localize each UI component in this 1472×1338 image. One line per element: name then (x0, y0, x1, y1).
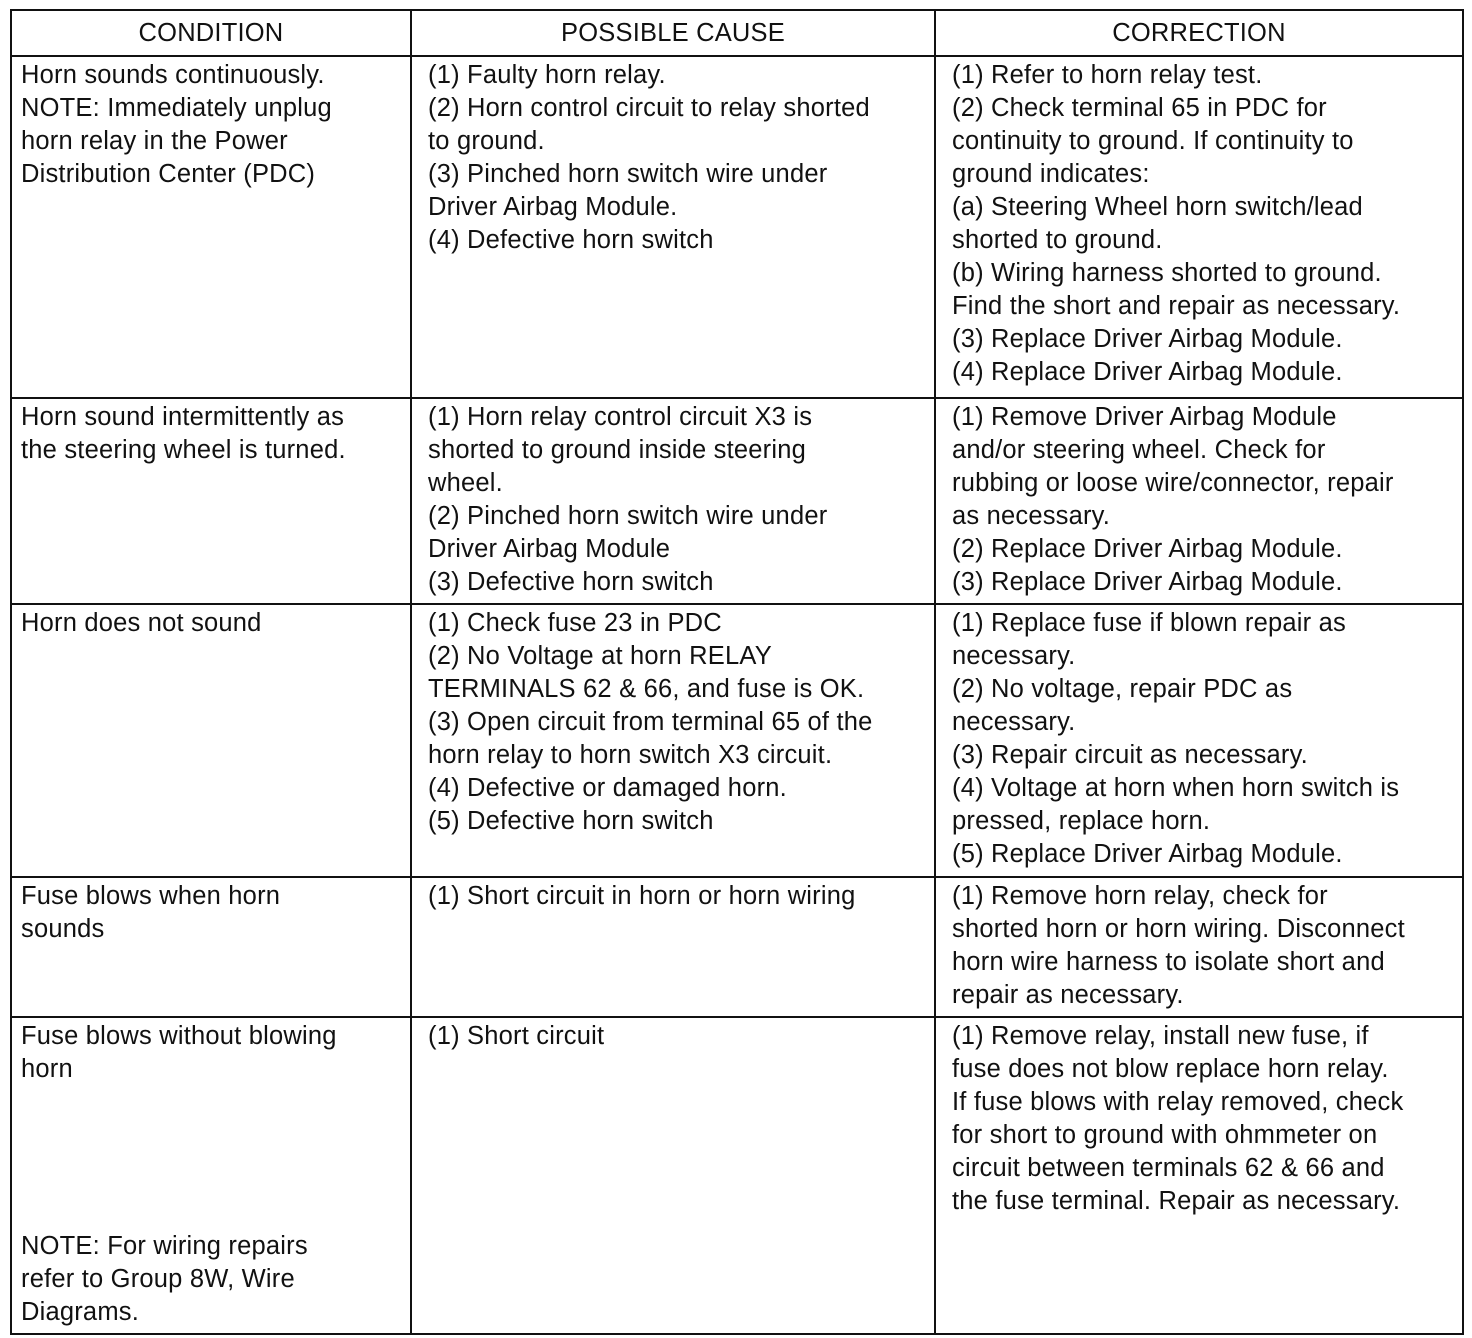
correction-line: Find the short and repair as necessary. (952, 292, 1401, 320)
header-correction: CORRECTION (935, 10, 1463, 56)
correction-line: horn wire harness to isolate short and (952, 948, 1385, 976)
cause-line: (1) Short circuit in horn or horn wiring (428, 882, 856, 910)
correction-line: (1) Remove relay, install new fuse, if (952, 1022, 1369, 1050)
correction-line: (3) Replace Driver Airbag Module. (952, 568, 1343, 596)
cause-line: (5) Defective horn switch (428, 807, 714, 835)
correction-line: (1) Remove horn relay, check for (952, 882, 1328, 910)
correction-cell (935, 604, 1463, 877)
note-line: NOTE: For wiring repairs (21, 1232, 308, 1260)
cause-line: Driver Airbag Module. (428, 193, 678, 221)
condition-line: horn relay in the Power (21, 127, 288, 155)
cause-line: (1) Faulty horn relay. (428, 61, 666, 89)
cause-line: (3) Pinched horn switch wire under (428, 160, 828, 188)
correction-line: (1) Remove Driver Airbag Module (952, 403, 1337, 431)
correction-cell (935, 398, 1463, 604)
correction-line: (4) Replace Driver Airbag Module. (952, 358, 1343, 386)
cause-line: Driver Airbag Module (428, 535, 671, 563)
correction-cell (935, 56, 1463, 398)
cause-cell (411, 56, 935, 398)
condition-cell (11, 877, 411, 1017)
correction-cell (935, 1017, 1463, 1334)
correction-line: (3) Repair circuit as necessary. (952, 741, 1308, 769)
correction-line: continuity to ground. If continuity to (952, 127, 1354, 155)
correction-line: and/or steering wheel. Check for (952, 436, 1326, 464)
cause-line: (1) Check fuse 23 in PDC (428, 609, 722, 637)
table-row (11, 56, 1463, 398)
cause-cell (411, 398, 935, 604)
correction-line: ground indicates: (952, 160, 1150, 188)
correction-line: (1) Replace fuse if blown repair as (952, 609, 1346, 637)
condition-line: Fuse blows without blowing (21, 1022, 337, 1050)
cause-line: (4) Defective horn switch (428, 226, 714, 254)
correction-line: necessary. (952, 708, 1076, 736)
cause-line: wheel. (428, 469, 503, 497)
header-condition: CONDITION (11, 10, 411, 56)
condition-line: sounds (21, 915, 105, 943)
condition-line: Fuse blows when horn (21, 882, 281, 910)
cause-line: TERMINALS 62 & 66, and fuse is OK. (428, 675, 865, 703)
condition-line: Horn sound intermittently as (21, 403, 345, 431)
cause-cell (411, 604, 935, 877)
cause-cell (411, 877, 935, 1017)
table-row (11, 1017, 1463, 1334)
table-row (11, 604, 1463, 877)
cause-line: (3) Open circuit from terminal 65 of the (428, 708, 873, 736)
cause-line: (3) Defective horn switch (428, 568, 714, 596)
correction-line: If fuse blows with relay removed, check (952, 1088, 1404, 1116)
condition-line: Horn sounds continuously. (21, 61, 325, 89)
cause-cell (411, 1017, 935, 1334)
horn-diagnosis-table (10, 9, 1464, 1335)
condition-cell (11, 56, 411, 398)
condition-cell (11, 604, 411, 877)
cause-line: (1) Horn relay control circuit X3 is (428, 403, 813, 431)
condition-line: the steering wheel is turned. (21, 436, 346, 464)
correction-line: circuit between terminals 62 & 66 and (952, 1154, 1385, 1182)
condition-line: Horn does not sound (21, 609, 262, 637)
cause-line: (1) Short circuit (428, 1022, 605, 1050)
condition-cell (11, 1017, 411, 1334)
correction-line: as necessary. (952, 502, 1111, 530)
correction-line: (b) Wiring harness shorted to ground. (952, 259, 1382, 287)
note-line: refer to Group 8W, Wire (21, 1265, 295, 1293)
wiring-note (21, 1230, 404, 1329)
cause-line: (2) Horn control circuit to relay shorted (428, 94, 870, 122)
header-possible-cause: POSSIBLE CAUSE (411, 10, 935, 56)
condition-line: Distribution Center (PDC) (21, 160, 316, 188)
correction-line: necessary. (952, 642, 1076, 670)
correction-line: fuse does not blow replace horn relay. (952, 1055, 1389, 1083)
header-row (11, 10, 1463, 56)
condition-line: horn (21, 1055, 73, 1083)
correction-line: for short to ground with ohmmeter on (952, 1121, 1378, 1149)
condition-line: NOTE: Immediately unplug (21, 94, 332, 122)
correction-line: (3) Replace Driver Airbag Module. (952, 325, 1343, 353)
cause-line: to ground. (428, 127, 545, 155)
condition-cell (11, 398, 411, 604)
table-row (11, 398, 1463, 604)
correction-line: shorted horn or horn wiring. Disconnect (952, 915, 1405, 943)
cause-line: (2) Pinched horn switch wire under (428, 502, 828, 530)
table-row (11, 877, 1463, 1017)
correction-line: (a) Steering Wheel horn switch/lead (952, 193, 1363, 221)
correction-line: pressed, replace horn. (952, 807, 1211, 835)
correction-line: the fuse terminal. Repair as necessary. (952, 1187, 1401, 1215)
correction-cell (935, 877, 1463, 1017)
correction-line: (4) Voltage at horn when horn switch is (952, 774, 1400, 802)
cause-line: (4) Defective or damaged horn. (428, 774, 787, 802)
correction-line: repair as necessary. (952, 981, 1184, 1009)
correction-line: (2) Check terminal 65 in PDC for (952, 94, 1327, 122)
cause-line: (2) No Voltage at horn RELAY (428, 642, 772, 670)
correction-line: rubbing or loose wire/connector, repair (952, 469, 1394, 497)
correction-line: shorted to ground. (952, 226, 1163, 254)
correction-line: (2) No voltage, repair PDC as (952, 675, 1293, 703)
correction-line: (5) Replace Driver Airbag Module. (952, 840, 1343, 868)
note-line: Diagrams. (21, 1298, 139, 1326)
condition-text (21, 1020, 404, 1086)
correction-line: (1) Refer to horn relay test. (952, 61, 1263, 89)
correction-line: (2) Replace Driver Airbag Module. (952, 535, 1343, 563)
cause-line: horn relay to horn switch X3 circuit. (428, 741, 833, 769)
cause-line: shorted to ground inside steering (428, 436, 807, 464)
